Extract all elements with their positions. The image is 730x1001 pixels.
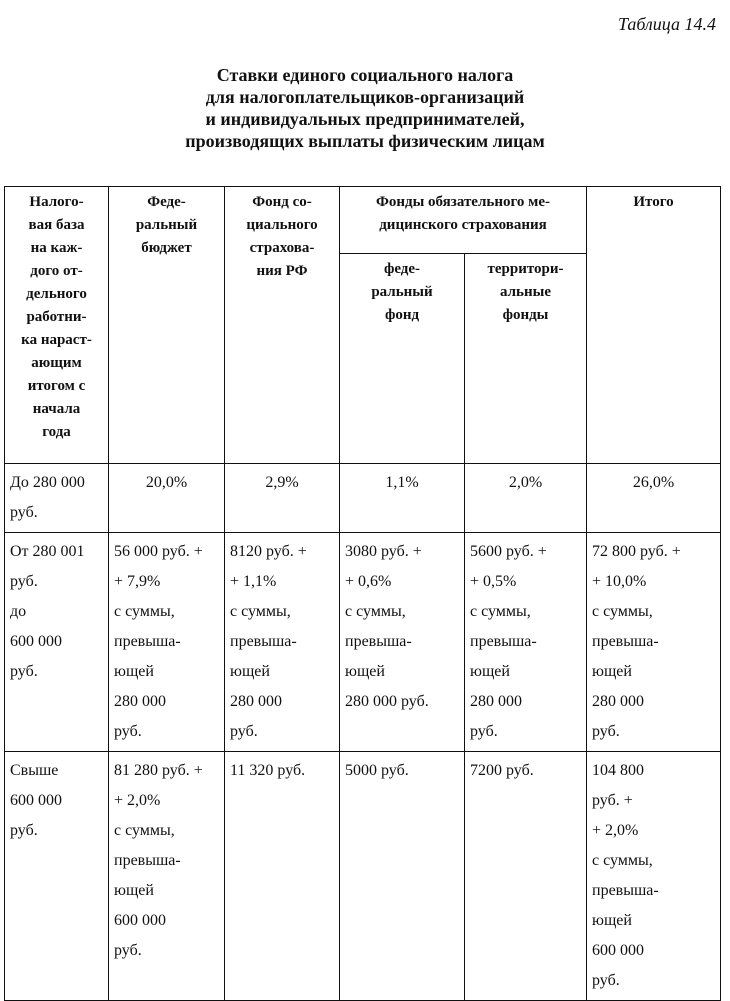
- header-row: [5, 187, 721, 254]
- cell-total: [587, 464, 721, 533]
- header-federal-budget: [109, 187, 225, 464]
- table-row: [5, 533, 721, 752]
- cell-line: ающим: [31, 355, 82, 371]
- cell-social-fund: [225, 752, 340, 1001]
- cell-line: + 2,0%: [114, 792, 161, 809]
- title-line: для налогоплательщиков-организаций: [205, 87, 525, 107]
- cell-line: Итого: [633, 194, 674, 210]
- cell-line: бюджет: [141, 240, 192, 256]
- tax-rates-table: [4, 186, 721, 1001]
- cell-line: Фонд со-: [252, 194, 312, 210]
- cell-line: превыша-: [470, 633, 537, 650]
- cell-line: + 1,1%: [230, 573, 277, 590]
- cell-line: ральный: [371, 284, 433, 300]
- cell-line: 56 000 руб. +: [114, 543, 203, 560]
- cell-base: [5, 752, 109, 1001]
- cell-line: Свыше: [10, 762, 59, 779]
- cell-line: 280 000 руб.: [345, 693, 429, 710]
- cell-federal-budget: [109, 533, 225, 752]
- cell-line: 20,0%: [145, 474, 188, 491]
- cell-line: с суммы,: [345, 603, 406, 620]
- cell-line: 280 000: [230, 693, 282, 710]
- cell-line: дицинского страхования: [379, 217, 547, 233]
- cell-line: руб.: [114, 723, 142, 740]
- cell-line: ния РФ: [256, 263, 308, 279]
- cell-line: работни-: [26, 309, 87, 325]
- cell-total: [587, 752, 721, 1001]
- cell-line: 3080 руб. +: [345, 543, 422, 560]
- cell-line: 600 000: [10, 792, 62, 809]
- cell-line: руб.: [10, 573, 38, 590]
- cell-medical-territorial: [465, 464, 587, 533]
- cell-line: руб.: [470, 723, 498, 740]
- cell-base: [5, 533, 109, 752]
- cell-line: ющей: [592, 663, 632, 680]
- cell-social-fund: [225, 533, 340, 752]
- cell-line: 2,9%: [265, 474, 299, 491]
- cell-line: фонды: [502, 307, 549, 323]
- cell-line: 104 800: [592, 762, 644, 779]
- cell-line: 600 000: [592, 942, 644, 959]
- cell-line: ющей: [114, 882, 154, 899]
- cell-line: территори-: [487, 261, 564, 277]
- cell-line: года: [42, 424, 71, 440]
- cell-line: руб.: [10, 663, 38, 680]
- cell-line: 2,0%: [508, 474, 543, 491]
- cell-medical-federal: [340, 533, 465, 752]
- cell-line: начала: [32, 401, 81, 417]
- cell-line: руб.: [114, 942, 142, 959]
- cell-line: превыша-: [345, 633, 412, 650]
- cell-line: 7200 руб.: [470, 762, 534, 779]
- cell-line: циального: [246, 217, 318, 233]
- cell-line: руб.: [10, 822, 38, 839]
- header-total: [587, 187, 721, 464]
- table-title: [0, 64, 730, 152]
- cell-line: Феде-: [147, 194, 186, 210]
- cell-line: дого от-: [30, 263, 83, 279]
- cell-line: Налого-: [29, 194, 84, 210]
- header-base: [5, 187, 109, 464]
- cell-line: ющей: [114, 663, 154, 680]
- cell-total: [587, 533, 721, 752]
- cell-medical-federal: [340, 464, 465, 533]
- table-number: Таблица 14.4: [617, 14, 716, 34]
- cell-federal-budget: [109, 752, 225, 1001]
- table-row: [5, 752, 721, 1001]
- cell-line: ющей: [470, 663, 510, 680]
- cell-line: итогом с: [27, 378, 86, 394]
- cell-line: + 10,0%: [592, 573, 647, 590]
- cell-line: ральный: [135, 217, 198, 233]
- cell-line: руб.: [230, 723, 258, 740]
- cell-line: + 2,0%: [592, 822, 639, 839]
- cell-line: на каж-: [30, 240, 83, 256]
- cell-line: превыша-: [114, 633, 181, 650]
- cell-line: + 0,5%: [470, 573, 517, 590]
- cell-line: 600 000: [10, 633, 62, 650]
- cell-line: 81 280 руб. +: [114, 762, 203, 779]
- cell-line: с суммы,: [592, 603, 653, 620]
- cell-line: превыша-: [114, 852, 181, 869]
- cell-line: ющей: [345, 663, 385, 680]
- cell-line: с суммы,: [114, 603, 175, 620]
- cell-line: превыша-: [592, 882, 659, 899]
- cell-base: [5, 464, 109, 533]
- cell-line: превыша-: [230, 633, 297, 650]
- cell-federal-budget: [109, 464, 225, 533]
- cell-line: до: [10, 603, 27, 620]
- cell-line: 280 000: [592, 693, 644, 710]
- cell-medical-territorial: [465, 752, 587, 1001]
- cell-line: ка нараст-: [21, 332, 92, 348]
- cell-line: феде-: [383, 261, 421, 277]
- cell-line: руб. +: [592, 792, 633, 809]
- cell-line: с суммы,: [114, 822, 175, 839]
- cell-line: ющей: [230, 663, 270, 680]
- cell-line: 11 320 руб.: [230, 762, 306, 779]
- cell-line: 5000 руб.: [345, 762, 409, 779]
- cell-line: руб.: [10, 504, 38, 521]
- title-line: производящих выплаты физическим лицам: [185, 131, 545, 151]
- cell-social-fund: [225, 464, 340, 533]
- cell-line: превыша-: [592, 633, 659, 650]
- cell-line: Фонды обязательного ме-: [375, 194, 551, 210]
- cell-line: с суммы,: [230, 603, 291, 620]
- cell-line: дельного: [26, 286, 87, 302]
- cell-line: с суммы,: [592, 852, 653, 869]
- table-row: [5, 464, 721, 533]
- cell-line: 8120 руб. +: [230, 543, 307, 560]
- cell-line: 280 000: [470, 693, 522, 710]
- cell-line: 280 000: [114, 693, 166, 710]
- cell-line: 26,0%: [632, 474, 675, 491]
- cell-line: 600 000: [114, 912, 166, 929]
- cell-line: с суммы,: [470, 603, 531, 620]
- header-medical-federal: [340, 254, 465, 464]
- cell-line: До 280 000: [10, 474, 85, 491]
- cell-line: ющей: [592, 912, 632, 929]
- cell-medical-federal: [340, 752, 465, 1001]
- cell-line: 1,1%: [385, 474, 419, 491]
- cell-line: руб.: [592, 972, 620, 989]
- header-medical-funds: [340, 187, 587, 254]
- cell-line: 5600 руб. +: [470, 543, 547, 560]
- cell-line: фонд: [384, 307, 420, 323]
- title-line: и индивидуальных предпринимателей,: [205, 109, 525, 129]
- header-social-fund: [225, 187, 340, 464]
- cell-line: + 7,9%: [114, 573, 161, 590]
- cell-line: + 0,6%: [345, 573, 392, 590]
- cell-line: От 280 001: [10, 543, 85, 560]
- cell-line: руб.: [592, 723, 620, 740]
- header-medical-territorial: [465, 254, 587, 464]
- title-line: Ставки единого социального налога: [216, 65, 514, 85]
- cell-medical-territorial: [465, 533, 587, 752]
- cell-line: альные: [500, 284, 551, 300]
- cell-line: вая база: [28, 217, 85, 233]
- cell-line: 72 800 руб. +: [592, 543, 681, 560]
- cell-line: страхова-: [249, 240, 315, 256]
